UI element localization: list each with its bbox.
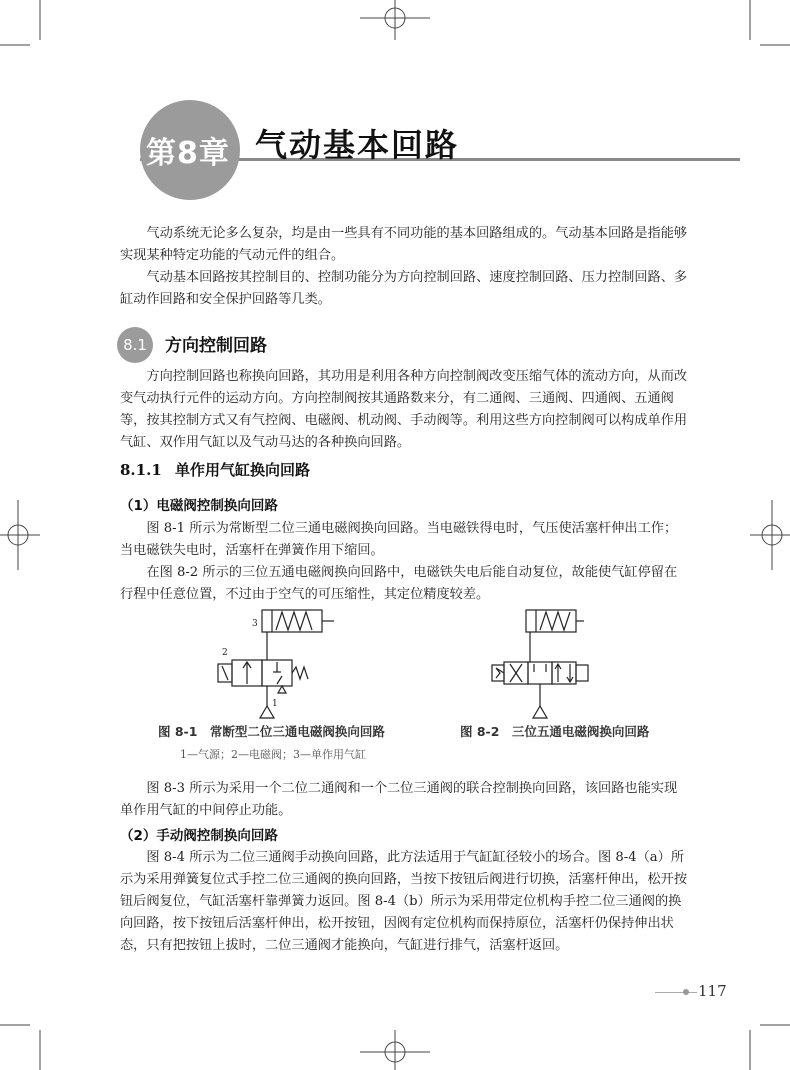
- figure-8-1-diagram: [212, 602, 352, 722]
- section-paragraph: 方向控制回路也称换向回路，其功用是利用各种方向控制阀改变压缩气体的流动方向，从而改变气动执行元件的运动方向。方向控制阀按其通路数来分，有二通阀、三通阀、四通阀、五通阀等，按其控制方式又有气控阀、电磁阀、机动阀、手动阀等。利用这些方向控制阀可以构成单作用气缸、双作用气缸以及气动马达的各种换向回路。: [120, 369, 688, 450]
- figure-8-1-label-3: 3: [252, 619, 258, 629]
- figure-8-3-paragraph: 图 8-3 所示为采用一个二位二通阀和一个二位三通阀的联合控制换向回路，该回路也能实现单作用气缸的中间停止功能。: [120, 781, 678, 818]
- figure-8-1-caption: 图 8-1 常断型二位三通电磁阀换向回路: [158, 724, 385, 739]
- page-number-dot: [683, 989, 689, 995]
- section-title: 方向控制回路: [165, 336, 267, 356]
- part1-paragraph-1: 图 8-1 所示为常断型二位三通电磁阀换向回路。当电磁铁得电时，气压使活塞杆伸出工作；当电磁铁失电时，活塞杆在弹簧作用下缩回。: [120, 521, 678, 558]
- intro-paragraph-1: 气动系统无论多么复杂，均是由一些具有不同功能的基本回路组成的。气动基本回路是指能够实现某种特定功能的气动元件的组合。: [120, 226, 688, 263]
- figure-8-1-label-1: 1: [272, 699, 278, 709]
- chapter-title: 气动基本回路: [255, 126, 460, 164]
- intro-paragraph-2: 气动基本回路按其控制目的、控制功能分为方向控制回路、速度控制回路、压力控制回路、多缸动作回路和安全保护回路等几类。: [120, 270, 688, 307]
- subsection-number: 8.1.1: [120, 461, 162, 479]
- part1-paragraph-2: 在图 8-2 所示的三位五通电磁阀换向回路中，电磁铁失电后能自动复位，故能使气缸停留在行程中任意位置，不过由于空气的可压缩性，其定位精度较差。: [120, 565, 678, 602]
- page-number-rule: [655, 992, 697, 993]
- section-number-badge: 8.1: [117, 327, 153, 363]
- subsection-title: [120, 459, 310, 480]
- figure-8-2-caption: 图 8-2 三位五通电磁阀换向回路: [460, 724, 650, 739]
- chapter-number: 第8章: [146, 136, 230, 171]
- subsection-label: 单作用气缸换向回路: [175, 461, 311, 479]
- part1-heading: （1）电磁阀控制换向回路: [120, 498, 278, 514]
- part2-heading: （2）手动阀控制换向回路: [120, 828, 278, 844]
- figure-8-2-diagram: [488, 602, 598, 722]
- figure-8-1-label-2: 2: [222, 648, 228, 658]
- part2-paragraph: 图 8-4 所示为二位三通阀手动换向回路，此方法适用于气缸缸径较小的场合。图 8-4（a）所示为采用弹簧复位式手控二位三通阀的换向回路，当按下按钮后阀进行切换，活塞杆伸出，松开按钮后阀复位，气缸活塞杆靠弹簧力返回。图 8-4（b）所示为采用带定位机构手控二位三通阀的换向回路，按下按钮后活塞杆伸出，松开按钮，因阀有定位机构而保持原位，活塞杆仍保持伸出状态，只有把按钮上拔时，二位三通阀才能换向，气缸进行排气，活塞杆返回。: [120, 850, 688, 953]
- page-number: 117: [698, 982, 727, 1000]
- figure-8-1-legend: 1—气源；2—电磁阀；3—单作用气缸: [180, 748, 366, 761]
